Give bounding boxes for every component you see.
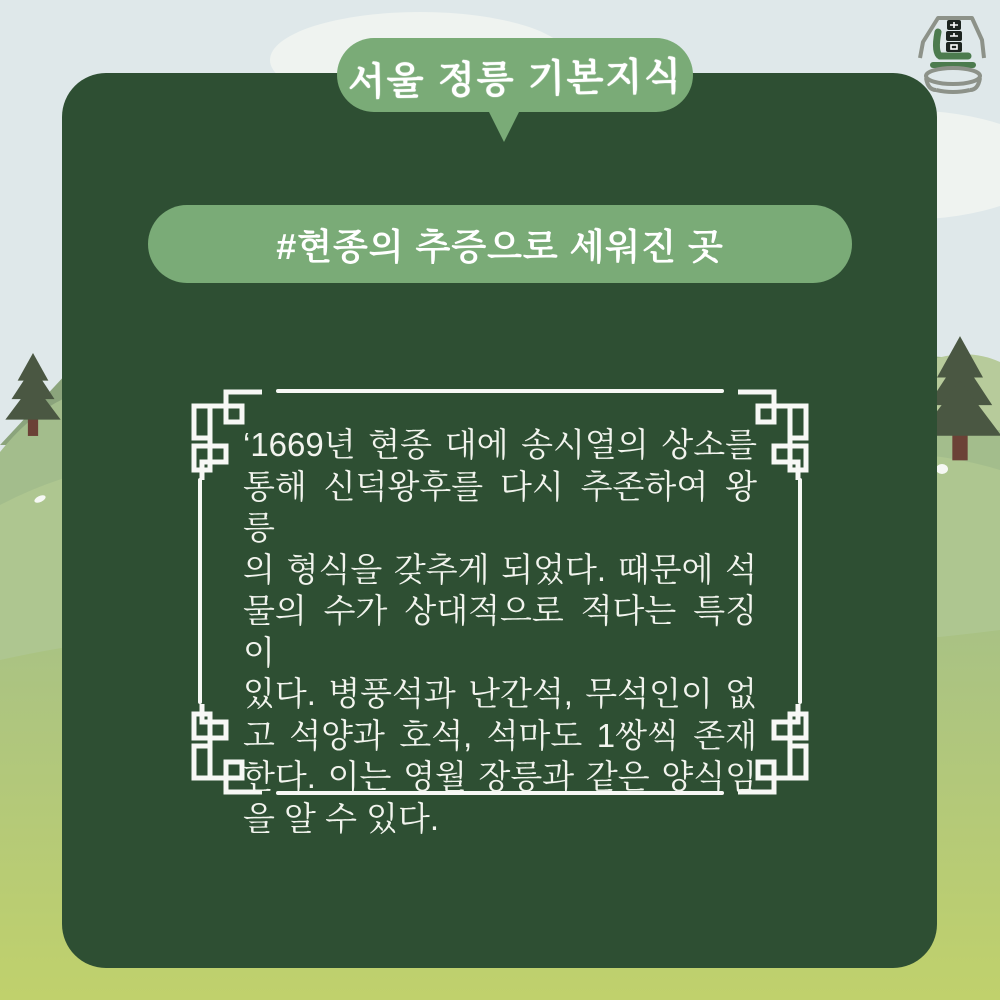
body-line: ‘1669년 현종 대에 송시열의 상소를	[243, 426, 757, 463]
pine-tree-icon	[2, 352, 64, 438]
frame-line-top	[276, 389, 724, 393]
hashtag-label: #현종의 추증으로 세워진 곳	[276, 225, 724, 267]
body-line: 물의 수가 상대적으로 적다는 특징이	[243, 592, 757, 671]
title-speech-bubble	[337, 38, 693, 112]
body-line: 있다. 병풍석과 난간석, 무석인이 없	[243, 675, 757, 712]
body-line: 통해 신덕왕후를 다시 추존하여 왕릉	[243, 467, 757, 546]
body-line: 을 알 수 있다.	[243, 799, 440, 837]
hashtag-pill	[148, 205, 852, 283]
frame-line-right	[798, 478, 802, 704]
body-paragraph	[243, 424, 757, 839]
royal-tomb-logo-icon	[916, 6, 988, 96]
speech-bubble-tail	[487, 108, 521, 142]
ground-speck	[936, 464, 948, 474]
body-line: 고 석양과 호석, 석마도 1쌍씩 존재	[243, 716, 757, 754]
body-line: 의 형식을 갖추게 되었다. 때문에 석	[243, 550, 757, 588]
body-line: 한다. 이는 영월 장릉과 같은 양식임	[243, 758, 757, 795]
page-title: 서울 정릉 기본지식	[347, 55, 683, 104]
frame-line-left	[198, 478, 202, 704]
